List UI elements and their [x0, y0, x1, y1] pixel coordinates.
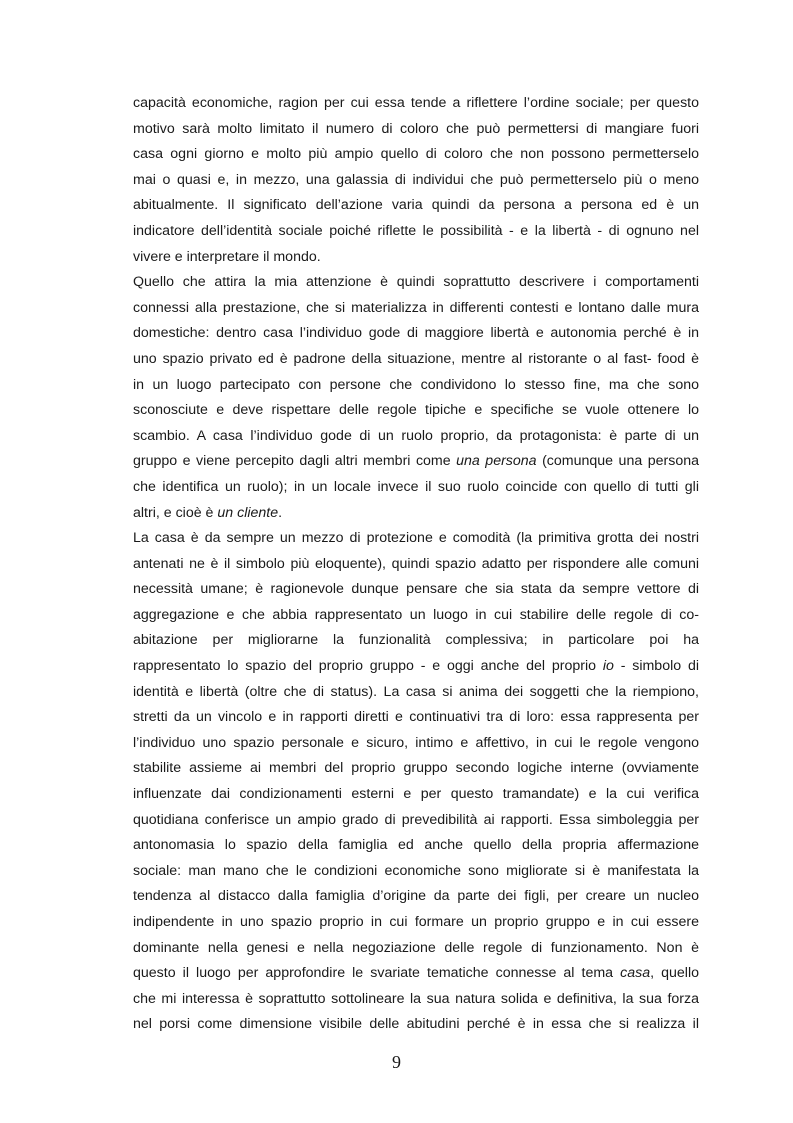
- italic-text: io: [602, 658, 614, 675]
- text-segment: Quello che attira la mia attenzione è quindi soprattutto descrivere i comportamenti: [133, 274, 699, 291]
- text-segment: .: [278, 504, 283, 521]
- text-segment: vivere e interpretare il mondo.: [133, 248, 321, 265]
- text-line: [133, 449, 699, 475]
- text-segment: che mi interessa è soprattutto sottolineare la sua natura solida e definitiva, la sua forza: [133, 990, 699, 1007]
- text-line: [133, 987, 699, 1013]
- text-line: [133, 117, 699, 143]
- text-segment: stabilite assieme ai membri del proprio gruppo secondo logiche interne (ovviamente: [133, 760, 699, 777]
- page-number: 9: [392, 1052, 401, 1072]
- text-segment: abitualmente. Il significato dell’azione varia quindi da persona a persona ed è un: [133, 197, 699, 214]
- text-line: [133, 475, 699, 501]
- text-segment: influenzate dai condizionamenti esterni e per questo tramandate) e la cui verifica: [133, 786, 699, 803]
- text-segment: capacità economiche, ragion per cui essa tende a riflettere l’ordine sociale; per questo: [133, 95, 699, 111]
- text-line: [133, 347, 699, 373]
- text-line: [133, 654, 699, 680]
- text-line: [133, 782, 699, 808]
- text-line: [133, 270, 699, 296]
- text-line: [133, 552, 699, 578]
- text-line: [133, 526, 699, 552]
- text-line: [133, 219, 699, 245]
- text-segment: La casa è da sempre un mezzo di protezione e comodità (la primitiva grotta dei nostri: [133, 530, 699, 547]
- text-segment: uno spazio privato ed è padrone della situazione, mentre al ristorante o al fast- food è: [133, 350, 699, 367]
- text-segment: gruppo e viene percepito dagli altri membri come: [133, 453, 457, 470]
- text-segment: che identifica un ruolo); in un locale invece il suo ruolo coincide con quello di tutti gli: [133, 478, 699, 495]
- text-segment: antonomasia lo spazio della famiglia ed anche quello della propria affermazione: [133, 837, 699, 854]
- text-line: [133, 321, 699, 347]
- paragraph: [133, 270, 699, 526]
- text-segment: altri, e cioè è: [133, 504, 218, 521]
- text-segment: motivo sarà molto limitato il numero di coloro che può permettersi di mangiare fuori: [133, 120, 699, 137]
- text-segment: (comunque una persona: [536, 453, 699, 470]
- text-segment: - simbolo di: [613, 658, 699, 675]
- text-line: [133, 91, 699, 117]
- text-line: [133, 424, 699, 450]
- text-segment: aggregazione e che abbia rappresentato un luogo in cui stabilire delle regole di co-: [133, 606, 699, 623]
- text-line: [133, 731, 699, 757]
- text-line: [133, 373, 699, 399]
- text-line: [133, 680, 699, 706]
- paragraph: [133, 91, 699, 270]
- text-segment: identità e libertà (oltre che di status). La casa si anima dei soggetti che la riempiono,: [133, 683, 699, 700]
- italic-text: una persona: [456, 453, 537, 470]
- text-segment: quotidiana conferisce un ampio grado di prevedibilità ai rapporti. Essa simboleggia per: [133, 811, 699, 828]
- text-line: [133, 398, 699, 424]
- text-line: [133, 884, 699, 910]
- text-line: [133, 296, 699, 322]
- text-segment: necessità umane; è ragionevole dunque pensare che sia stata da sempre vettore di: [133, 581, 699, 598]
- text-segment: connessi alla prestazione, che si materializza in differenti contesti e lontano dalle mura: [133, 299, 699, 316]
- text-segment: domestiche: dentro casa l’individuo gode di maggiore libertà e autonomia perché è in: [133, 325, 699, 342]
- text-line: [133, 705, 699, 731]
- body-text: [133, 91, 699, 1038]
- text-segment: rappresentato lo spazio del proprio gruppo - e oggi anche del proprio: [133, 658, 603, 675]
- text-segment: nel porsi come dimensione visibile delle abitudini perché è in essa che si realizza il: [133, 1016, 699, 1033]
- text-segment: indipendente in uno spazio proprio in cui formare un proprio gruppo e in cui essere: [133, 914, 699, 930]
- italic-text: casa: [620, 965, 651, 982]
- text-line: [133, 628, 699, 654]
- text-line: [133, 756, 699, 782]
- text-segment: indicatore dell’identità sociale poiché riflette le possibilità - e la libertà - di ognuno nel: [133, 222, 699, 239]
- text-segment: antenati ne è il simbolo più eloquente), quindi spazio adatto per rispondere alle comuni: [133, 555, 699, 572]
- text-line: [133, 142, 699, 168]
- paragraph: [133, 526, 699, 1038]
- text-segment: tendenza al distacco dalla famiglia d’origine da parte dei figli, per creare un nucleo: [133, 888, 699, 905]
- text-segment: scambio. A casa l’individuo gode di un ruolo proprio, da protagonista: è parte di un: [133, 427, 699, 444]
- text-segment: stretti da un vincolo e in rapporti diretti e continuativi tra di loro: essa rappresenta per: [133, 709, 699, 726]
- text-segment: questo il luogo per approfondire le svariate tematiche connesse al tema: [133, 965, 621, 982]
- text-segment: dominante nella genesi e nella negoziazione delle regole di funzionamento. Non è: [133, 939, 699, 956]
- text-line: [133, 833, 699, 859]
- text-line: [133, 603, 699, 629]
- text-line: [133, 961, 699, 987]
- text-line: [133, 193, 699, 219]
- text-line: [133, 859, 699, 885]
- text-segment: in un luogo partecipato con persone che condividono lo stesso fine, ma che sono: [133, 376, 699, 393]
- text-line: [133, 808, 699, 834]
- text-segment: casa ogni giorno e molto più ampio quello di coloro che non possono permetterselo: [133, 146, 699, 163]
- text-segment: sociale: man mano che le condizioni economiche sono migliorate si è manifestata la: [133, 862, 699, 879]
- text-line: [133, 245, 699, 271]
- text-line: [133, 501, 699, 527]
- text-line: [133, 168, 699, 194]
- text-segment: abitazione per migliorarne la funzionalità complessiva; in particolare poi ha: [133, 632, 699, 649]
- text-line: [133, 910, 699, 936]
- text-segment: l’individuo uno spazio personale e sicuro, intimo e affettivo, in cui le regole vengono: [133, 734, 699, 751]
- text-line: [133, 936, 699, 962]
- text-line: [133, 1012, 699, 1038]
- italic-text: un cliente: [217, 504, 279, 521]
- text-segment: sconosciute e deve rispettare delle regole tipiche e specifiche se vuole ottenere lo: [133, 402, 699, 419]
- text-segment: mai o quasi e, in mezzo, una galassia di individui che può permetterselo più o meno: [133, 171, 699, 188]
- text-segment: , quello: [650, 965, 699, 982]
- text-line: [133, 577, 699, 603]
